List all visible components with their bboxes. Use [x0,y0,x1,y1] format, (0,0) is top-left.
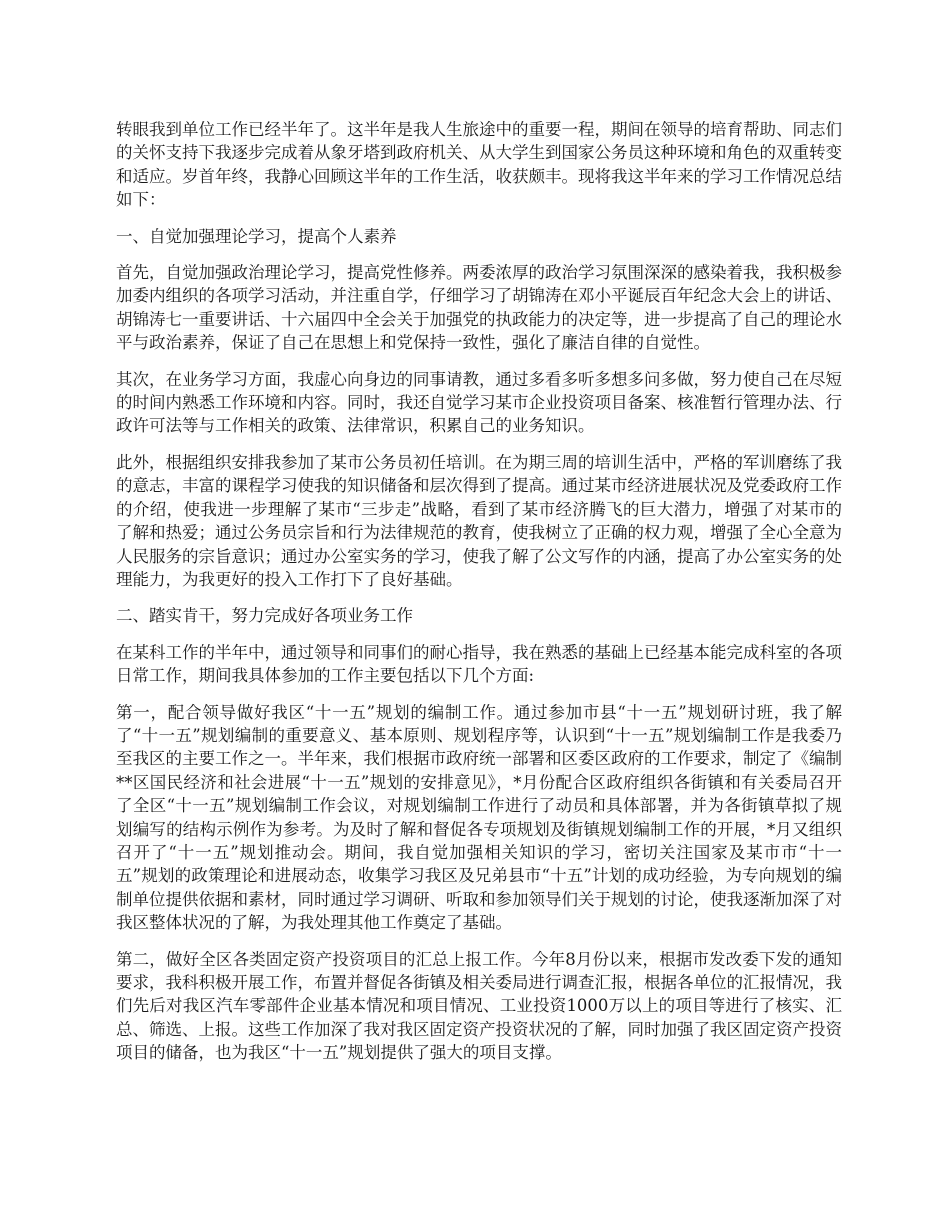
section-heading-1: 一、自觉加强理论学习，提高个人素养 [116,226,397,246]
paragraph-political-study: 首先，自觉加强政治理论学习，提高党性修养。两委浓厚的政治学习氛围深深的感染着我，我积极参加委内组织的各项学习活动，并注重自学，仔细学习了胡锦涛在邓小平诞辰百年纪念大会上的讲话、胡锦涛七一重要讲话、十六届四中全会关于加强党的执政能力的决定等，进一步提高了自己的理论水平与政治素养，保证了自己在思想上和党保持一致性，强化了廉洁自律的自觉性。 [116,263,842,353]
paragraph-work-overview: 在某科工作的半年中，通过领导和同事们的耐心指导，我在熟悉的基础上已经基本能完成科室的各项日常工作，期间我具体参加的工作主要包括以下几个方面: [116,642,842,686]
paragraph-first-task: 第一，配合领导做好我区“十一五”规划的编制工作。通过参加市县“十一五”规划研讨班，我了解了“十一五”规划编制的重要意义、基本原则、规划程序等，认识到“十一五”规划编制工作是我委乃至我区的主要工作之一。半年来，我们根据市政府统一部署和区委区政府的工作要求，制定了《编制**区国民经济和社会进展“十一五”规划的安排意见》，*月份配合区政府组织各街镇和有关委局召开了全区“十一五”规划编制工作会议，对规划编制工作进行了动员和具体部署，并为各街镇草拟了规划编写的结构示例作为参考。为及时了解和督促各专项规划及街镇规划编制工作的开展，*月又组织召开了“十一五”规划推动会。期间，我自觉加强相关知识的学习，密切关注国家及某市市“十一五”规划的政策理论和进展动态，收集学习我区及兄弟县市“十五”计划的成功经验，为专向规划的编制单位提供依据和素材，同时通过学习调研、听取和参加领导们关于规划的讨论，使我逐渐加深了对我区整体状况的了解，为我处理其他工作奠定了基础。 [116,702,842,933]
section-heading-2: 二、踏实肯干，努力完成好各项业务工作 [116,606,413,626]
paragraph-intro: 转眼我到单位工作已经半年了。这半年是我人生旅途中的重要一程，期间在领导的培育帮助、同志们的关怀支持下我逐步完成着从象牙塔到政府机关、从大学生到国家公务员这种环境和角色的双重转变和适应。岁首年终，我静心回顾这半年的工作生活，收获颇丰。现将我这半年来的学习工作情况总结如下： [116,120,842,210]
document-body [116,118,842,1078]
paragraph-second-task: 第二，做好全区各类固定资产投资项目的汇总上报工作。今年8月份以来，根据市发改委下发的通知要求，我科积极开展工作，布置并督促各街镇及相关委局进行调查汇报，根据各单位的汇报情况，我们先后对我区汽车零部件企业基本情况和项目情况、工业投资1000万以上的项目等进行了核实、汇总、筛选、上报。这些工作加深了我对我区固定资产投资状况的了解，同时加强了我区固定资产投资项目的储备，也为我区“十一五”规划提供了强大的项目支撑。 [116,949,842,1063]
paragraph-business-study: 其次，在业务学习方面，我虚心向身边的同事请教，通过多看多听多想多问多做，努力使自己在尽短的时间内熟悉工作环境和内容。同时，我还自觉学习某市企业投资项目备案、核准暂行管理办法、行政许可法等与工作相关的政策、法律常识，积累自己的业务知识。 [116,369,842,436]
paragraph-training: 此外，根据组织安排我参加了某市公务员初任培训。在为期三周的培训生活中，严格的军训磨练了我的意志，丰富的课程学习使我的知识储备和层次得到了提高。通过某市经济进展状况及党委政府工作的介绍，使我进一步理解了某市“三步走”战略，看到了某市经济腾飞的巨大潜力，增强了对某市的了解和热爱；通过公务员宗旨和行为法律规范的教育，使我树立了正确的权力观，增强了全心全意为人民服务的宗旨意识；通过办公室实务的学习，使我了解了公文写作的内涵，提高了办公室实务的处理能力，为我更好的投入工作打下了良好基础。 [116,452,842,589]
